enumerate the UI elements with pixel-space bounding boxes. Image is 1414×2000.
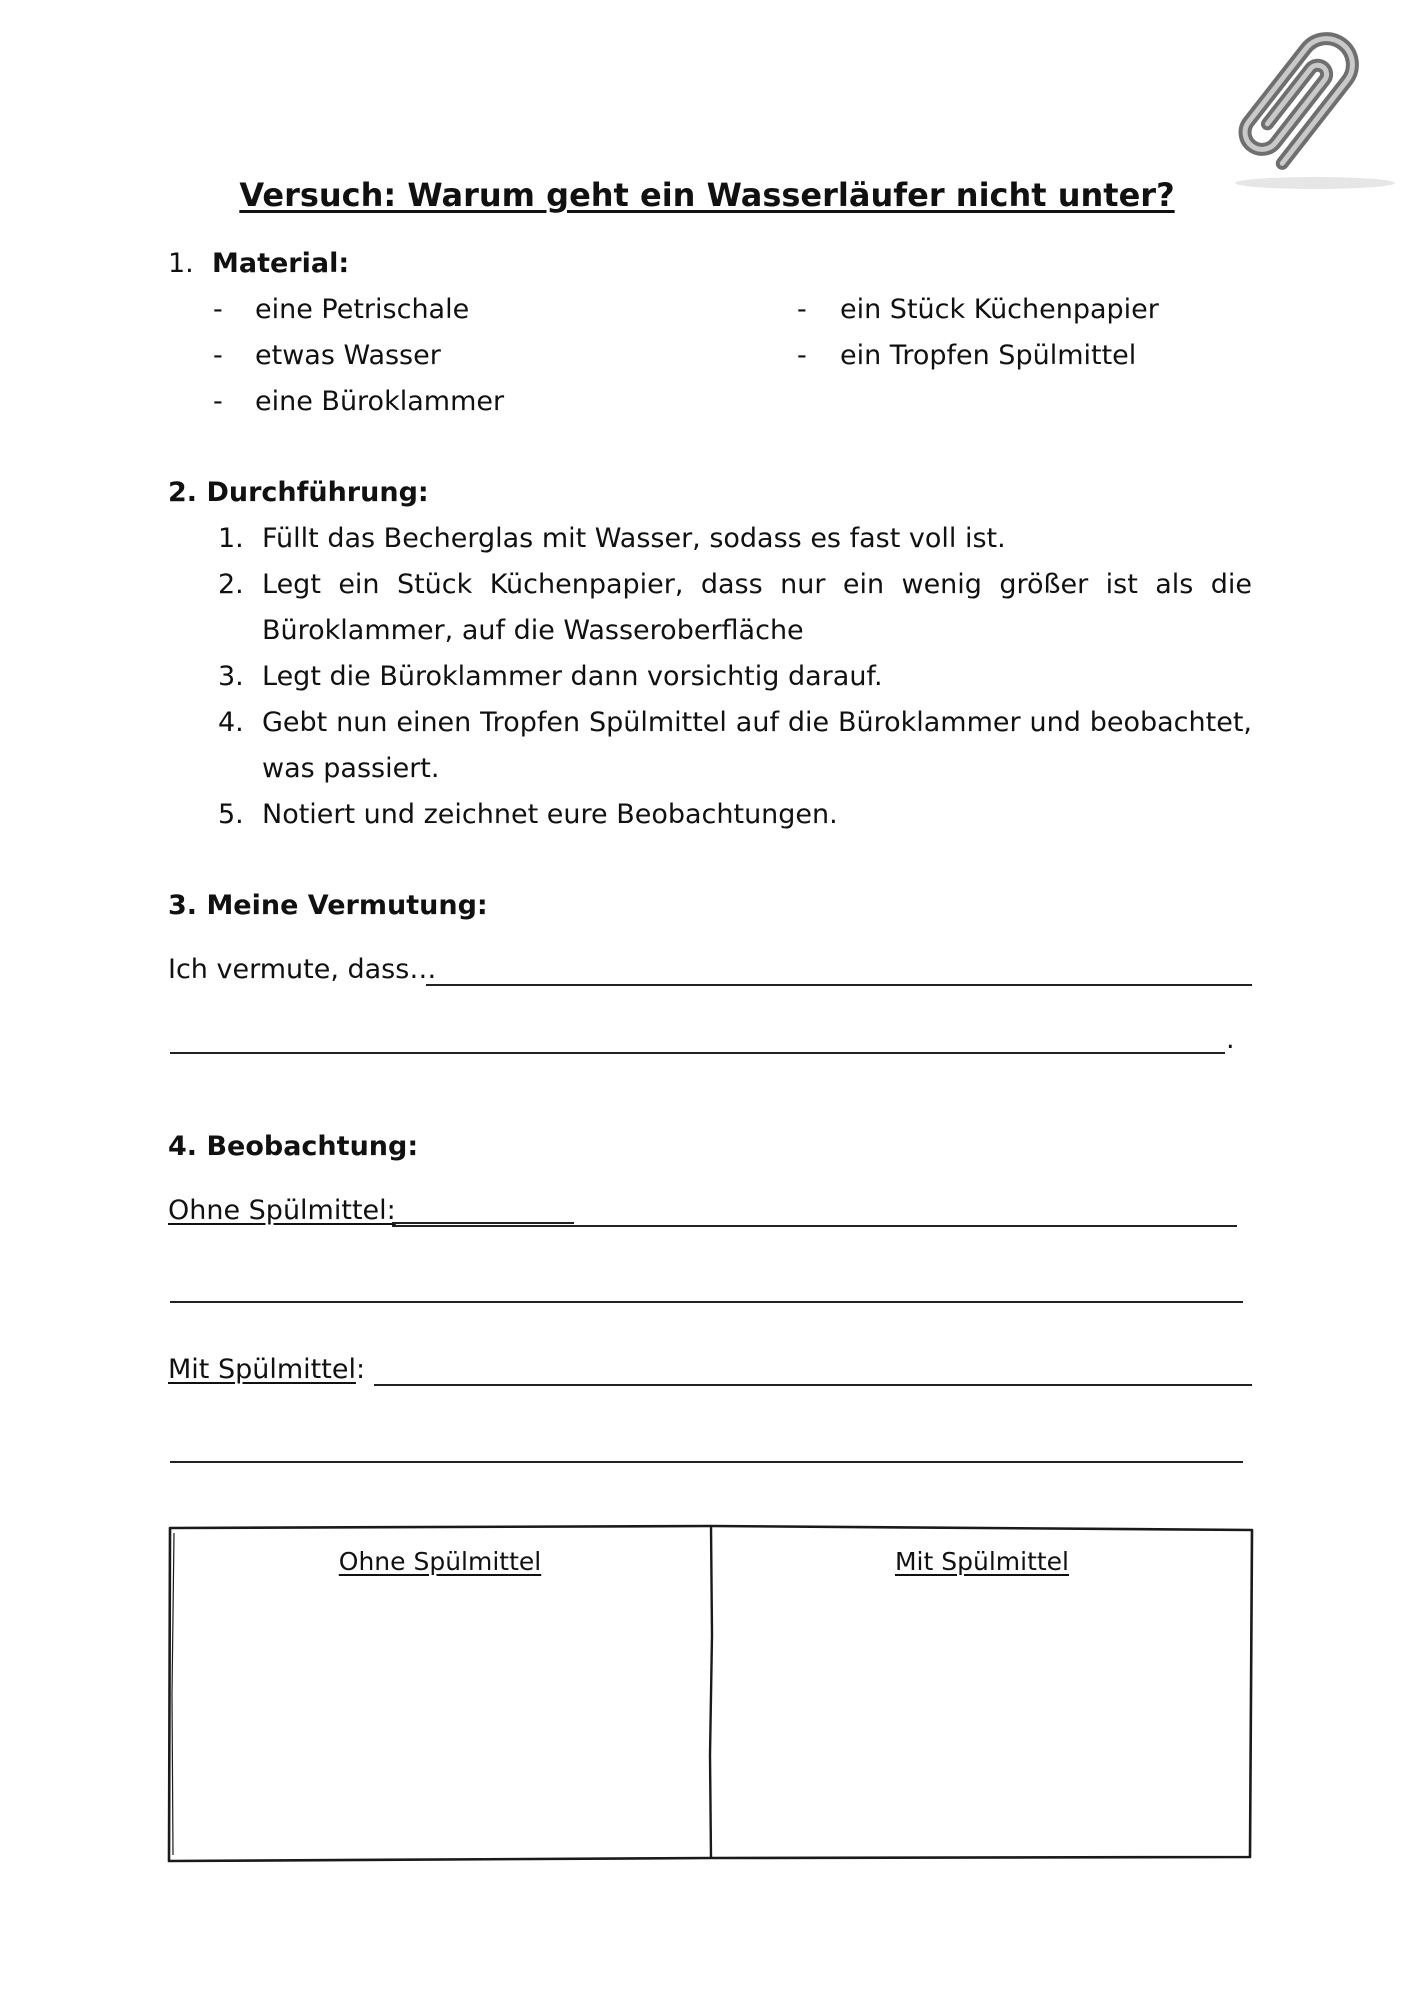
step-number: 5.: [218, 799, 244, 830]
step-text: was passiert.: [262, 753, 440, 784]
answer-line[interactable]: [170, 1301, 1243, 1303]
step-text: Notiert und zeichnet eure Beobachtungen.: [262, 799, 838, 830]
step-text: Legt die Büroklammer dann vorsichtig darauf.: [262, 661, 883, 692]
section4-heading: 4. Beobachtung:: [168, 1131, 419, 1162]
drawing-area-with[interactable]: [714, 1530, 1250, 1858]
list-bullet: -: [213, 294, 223, 325]
box-label-without: Ohne Spülmittel: [338, 1547, 542, 1576]
answer-line[interactable]: [392, 1225, 1237, 1227]
observation-with-label: Mit Spülmittel:: [168, 1354, 366, 1385]
drawing-area-without[interactable]: [172, 1530, 708, 1858]
step-text: Gebt nun einen Tropfen Spülmittel auf die Büroklammer und beobachtet,: [262, 707, 1252, 738]
answer-line[interactable]: [426, 984, 1252, 986]
material-item: eine Büroklammer: [255, 386, 505, 417]
answer-line[interactable]: [170, 1052, 1225, 1054]
list-bullet: -: [797, 294, 807, 325]
material-item: ein Stück Küchenpapier: [840, 294, 1159, 325]
section2-heading: 2. Durchführung:: [168, 477, 429, 508]
list-bullet: -: [213, 386, 223, 417]
step-text: Büroklammer, auf die Wasseroberfläche: [262, 615, 804, 646]
paperclip-icon: [1205, 15, 1405, 195]
section1-number: 1.: [168, 248, 194, 279]
answer-line[interactable]: [170, 1461, 1243, 1463]
page-title: Versuch: Warum geht ein Wasserläufer nicht unter?: [239, 176, 1175, 214]
step-text: Füllt das Becherglas mit Wasser, sodass es fast voll ist.: [262, 523, 1006, 554]
answer-line-accent: [392, 1222, 574, 1224]
step-number: 4.: [218, 707, 244, 738]
observation-without-label: Ohne Spülmittel:: [168, 1195, 396, 1226]
material-item: eine Petrischale: [255, 294, 470, 325]
step-number: 1.: [218, 523, 244, 554]
line-end-mark: .: [1226, 1024, 1235, 1055]
box-label-with: Mit Spülmittel: [894, 1547, 1070, 1576]
step-number: 3.: [218, 661, 244, 692]
section3-heading: 3. Meine Vermutung:: [168, 890, 488, 921]
section1-heading: Material:: [212, 248, 350, 279]
list-bullet: -: [213, 340, 223, 371]
step-text: Legt ein Stück Küchenpapier, dass nur ein wenig größer ist als die: [262, 569, 1252, 600]
hypothesis-prompt: Ich vermute, dass…: [168, 954, 437, 985]
material-item: ein Tropfen Spülmittel: [840, 340, 1137, 371]
answer-line[interactable]: [374, 1384, 1252, 1386]
step-number: 2.: [218, 569, 244, 600]
material-item: etwas Wasser: [255, 340, 441, 371]
list-bullet: -: [797, 340, 807, 371]
